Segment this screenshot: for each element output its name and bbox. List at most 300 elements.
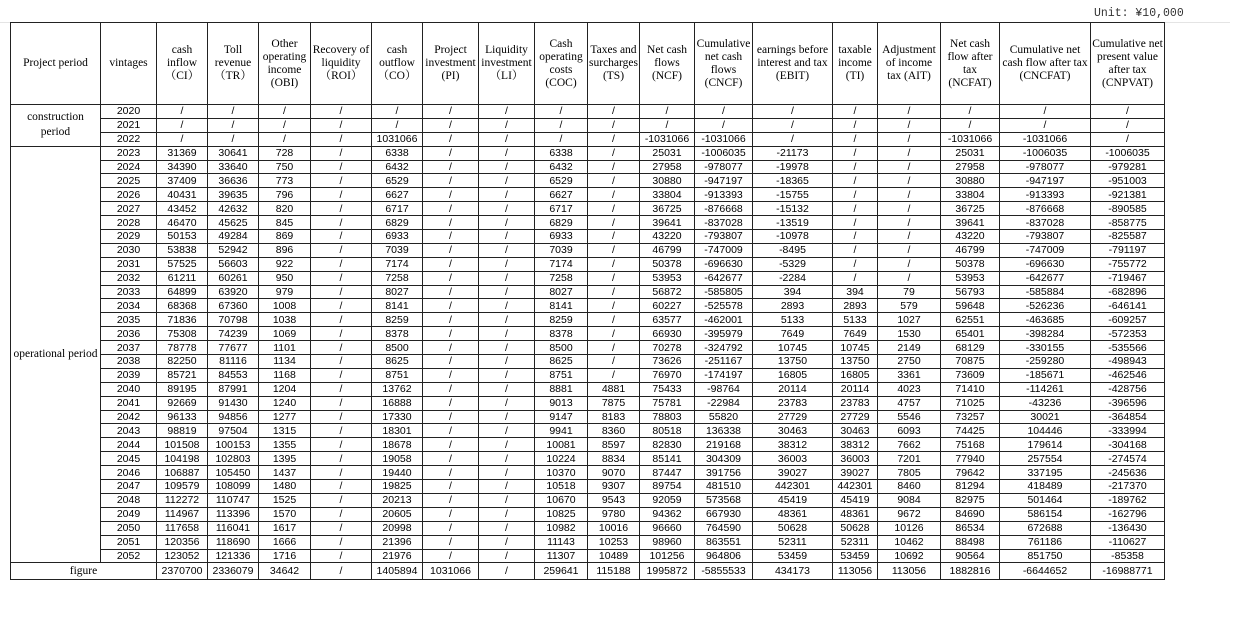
table-cell: 6338 [372,146,423,160]
table-cell: / [588,271,640,285]
table-cell: 38312 [753,438,833,452]
table-cell: / [535,105,588,119]
table-cell: / [479,521,535,535]
table-cell: 19058 [372,452,423,466]
table-cell: / [479,341,535,355]
table-cell: / [588,341,640,355]
table-cell: 8360 [588,424,640,438]
table-cell: 33640 [208,160,259,174]
table-cell: 52942 [208,243,259,257]
table-cell: 110747 [208,493,259,507]
table-cell: / [423,285,479,299]
table-cell: / [479,257,535,271]
table-cell: 73626 [640,355,695,369]
table-cell: / [878,160,941,174]
table-cell: 136338 [695,424,753,438]
table-cell: / [833,132,878,146]
table-cell: 481510 [695,480,753,494]
table-cell: -395979 [695,327,753,341]
table-row [11,341,1165,355]
table-cell: 76970 [640,368,695,382]
table-cell: 2893 [753,299,833,313]
table-cell: 56872 [640,285,695,299]
table-cell: / [311,521,372,535]
table-cell: 53838 [157,243,208,257]
table-cell: / [479,549,535,563]
table-cell: / [479,396,535,410]
table-cell: / [479,105,535,119]
table-cell: -837028 [695,216,753,230]
table-cell: 113396 [208,507,259,521]
table-body [11,105,1165,580]
table-cell: / [878,202,941,216]
table-cell: -747009 [1000,243,1091,257]
table-row [11,174,1165,188]
table-cell: -398284 [1000,327,1091,341]
table-cell: 105450 [208,466,259,480]
table-cell: / [423,493,479,507]
table-cell: 97504 [208,424,259,438]
table-cell: 84690 [941,507,1000,521]
table-cell: 73609 [941,368,1000,382]
table-cell: -333994 [1091,424,1165,438]
table-cell: 728 [259,146,311,160]
column-header: cash outflow （CO） [372,23,423,105]
table-cell: 10489 [588,549,640,563]
table-row [11,382,1165,396]
table-cell: / [878,257,941,271]
table-cell: 8378 [372,327,423,341]
table-cell: 118690 [208,535,259,549]
table-row [11,327,1165,341]
table-cell: 10518 [535,480,588,494]
table-cell: 21396 [372,535,423,549]
table-row [11,355,1165,369]
table-cell: / [311,174,372,188]
table-cell: 7174 [535,257,588,271]
table-cell: / [311,480,372,494]
table-cell: / [311,257,372,271]
table-cell: 62551 [941,313,1000,327]
table-cell: / [423,355,479,369]
table-cell: / [259,132,311,146]
table-cell: / [588,368,640,382]
table-cell: 19440 [372,466,423,480]
table-cell: 109579 [157,480,208,494]
table-cell: 820 [259,202,311,216]
table-row [11,521,1165,535]
table-cell: / [753,118,833,132]
table-cell: 579 [878,299,941,313]
table-cell: / [423,327,479,341]
table-cell: 45419 [753,493,833,507]
table-cell: 6717 [372,202,423,216]
table-cell: 63920 [208,285,259,299]
table-cell: 79642 [941,466,1000,480]
table-cell: 1395 [259,452,311,466]
table-cell: -19978 [753,160,833,174]
table-cell: 96133 [157,410,208,424]
table-cell: -2284 [753,271,833,285]
table-row [11,216,1165,230]
year-cell: 2049 [101,507,157,521]
table-cell: 67360 [208,299,259,313]
table-cell: -979281 [1091,160,1165,174]
table-cell: 7649 [833,327,878,341]
table-cell: 42632 [208,202,259,216]
year-cell: 2051 [101,535,157,549]
table-cell: 4881 [588,382,640,396]
table-cell: 6432 [372,160,423,174]
table-cell: / [208,118,259,132]
table-cell: 21976 [372,549,423,563]
table-cell: 8625 [372,355,423,369]
year-cell: 2047 [101,480,157,494]
table-cell: 70278 [640,341,695,355]
table-cell: 27958 [640,160,695,174]
table-cell: 8834 [588,452,640,466]
table-cell: / [833,230,878,244]
table-cell: / [423,271,479,285]
table-cell: -747009 [695,243,753,257]
table-cell: / [259,105,311,119]
table-row [11,493,1165,507]
table-row [11,202,1165,216]
table-cell: / [588,146,640,160]
table-cell: 30880 [640,174,695,188]
table-cell: 9672 [878,507,941,521]
table-cell: / [479,535,535,549]
table-cell: / [833,118,878,132]
table-cell: -85358 [1091,549,1165,563]
table-cell: 10825 [535,507,588,521]
table-cell: / [588,257,640,271]
table-cell: / [588,327,640,341]
table-cell: 667930 [695,507,753,521]
table-cell: / [588,313,640,327]
table-cell: 8751 [372,368,423,382]
table-cell: 82975 [941,493,1000,507]
table-cell: 9070 [588,466,640,480]
table-cell: / [479,368,535,382]
table-cell: 6432 [535,160,588,174]
table-cell: 6093 [878,424,941,438]
table-cell: 9307 [588,480,640,494]
table-cell: / [479,493,535,507]
table-cell: -15132 [753,202,833,216]
table-cell: / [423,243,479,257]
total-cell: 2336079 [208,563,259,580]
table-row [11,549,1165,563]
table-cell: 39027 [753,466,833,480]
table-cell: 10692 [878,549,941,563]
table-row [11,132,1165,146]
table-cell: / [878,146,941,160]
table-cell: -110627 [1091,535,1165,549]
table-cell: -15755 [753,188,833,202]
table-cell: 13762 [372,382,423,396]
table-cell: / [479,438,535,452]
table-cell: 6338 [535,146,588,160]
table-row [11,285,1165,299]
table-cell: 922 [259,257,311,271]
table-cell: / [1091,118,1165,132]
table-cell: 1101 [259,341,311,355]
period-label: operational period [11,146,101,563]
table-cell: -428756 [1091,382,1165,396]
table-cell: 70875 [941,355,1000,369]
table-cell: 30463 [753,424,833,438]
table-cell: 112272 [157,493,208,507]
table-cell: 53459 [833,549,878,563]
table-cell: 13750 [753,355,833,369]
table-cell: 40431 [157,188,208,202]
table-cell: / [833,188,878,202]
column-header: earnings before interest and tax (EBIT) [753,23,833,105]
table-cell: -1031066 [1000,132,1091,146]
table-cell: / [878,132,941,146]
table-cell: 9543 [588,493,640,507]
year-cell: 2023 [101,146,157,160]
table-cell: 106887 [157,466,208,480]
table-cell: / [1000,105,1091,119]
table-cell: / [479,216,535,230]
table-cell: / [311,368,372,382]
table-cell: 8141 [372,299,423,313]
table-cell: 11307 [535,549,588,563]
table-cell: -330155 [1000,341,1091,355]
table-cell: / [423,299,479,313]
table-cell: / [311,313,372,327]
table-cell: 100153 [208,438,259,452]
total-cell: 434173 [753,563,833,580]
table-cell: / [695,118,753,132]
table-cell: 71025 [941,396,1000,410]
table-cell: 48361 [753,507,833,521]
table-cell: / [695,105,753,119]
table-cell: -1031066 [640,132,695,146]
table-cell: -8495 [753,243,833,257]
table-cell: -10978 [753,230,833,244]
table-cell: 39641 [941,216,1000,230]
table-cell: 25031 [640,146,695,160]
table-cell: 7258 [535,271,588,285]
table-cell: 863551 [695,535,753,549]
table-cell: 77677 [208,341,259,355]
table-cell: -951003 [1091,174,1165,188]
table-cell: 53953 [941,271,1000,285]
table-cell: 7875 [588,396,640,410]
table-cell: 442301 [753,480,833,494]
table-cell: / [833,160,878,174]
table-cell: 53953 [640,271,695,285]
table-cell: 81116 [208,355,259,369]
table-cell: 8881 [535,382,588,396]
column-header: Cumulative net present value after tax (CNPVAT) [1091,23,1165,105]
column-header: Liquidity investment （LI） [479,23,535,105]
table-cell: 108099 [208,480,259,494]
table-cell: 6717 [535,202,588,216]
total-cell: 34642 [259,563,311,580]
table-cell: 89195 [157,382,208,396]
table-cell: -921381 [1091,188,1165,202]
table-cell: 2750 [878,355,941,369]
table-cell: / [423,521,479,535]
year-cell: 2039 [101,368,157,382]
table-cell: 672688 [1000,521,1091,535]
table-row [11,105,1165,119]
table-cell: 10224 [535,452,588,466]
table-cell: 71836 [157,313,208,327]
table-cell: 1355 [259,438,311,452]
table-cell: / [423,257,479,271]
table-cell: / [878,188,941,202]
table-cell: 7662 [878,438,941,452]
table-cell: / [311,146,372,160]
year-cell: 2043 [101,424,157,438]
column-header: Project period [11,23,101,105]
table-cell: 1437 [259,466,311,480]
table-row [11,160,1165,174]
table-cell: 9780 [588,507,640,521]
table-cell: -462546 [1091,368,1165,382]
year-cell: 2050 [101,521,157,535]
total-cell: -5855533 [695,563,753,580]
table-cell: -755772 [1091,257,1165,271]
table-cell: 4757 [878,396,941,410]
table-cell: 19825 [372,480,423,494]
table-cell: -185671 [1000,368,1091,382]
table-cell: 7258 [372,271,423,285]
table-cell: 45625 [208,216,259,230]
table-cell: 23783 [753,396,833,410]
table-cell: 85721 [157,368,208,382]
year-cell: 2020 [101,105,157,119]
table-cell: -696630 [695,257,753,271]
table-cell: 75433 [640,382,695,396]
table-cell: / [1091,132,1165,146]
table-cell: 8259 [372,313,423,327]
table-cell: 9084 [878,493,941,507]
year-cell: 2036 [101,327,157,341]
table-cell: -876668 [695,202,753,216]
table-cell: 219168 [695,438,753,452]
table-cell: 87447 [640,466,695,480]
table-cell: 33804 [640,188,695,202]
column-header: Net cash flow after tax (NCFAT) [941,23,1000,105]
table-cell: / [423,341,479,355]
table-cell: 796 [259,188,311,202]
table-cell: 36725 [640,202,695,216]
table-cell: 39027 [833,466,878,480]
table-cell: 7201 [878,452,941,466]
table-cell: / [311,466,372,480]
table-cell: 78803 [640,410,695,424]
table-cell: 87991 [208,382,259,396]
table-cell: 20114 [753,382,833,396]
table-cell: 27958 [941,160,1000,174]
table-cell: 391756 [695,466,753,480]
table-cell: 1168 [259,368,311,382]
table-cell: 5133 [753,313,833,327]
table-cell: / [941,105,1000,119]
table-cell: 64899 [157,285,208,299]
table-cell: 10670 [535,493,588,507]
table-cell: 394 [753,285,833,299]
table-cell: / [157,132,208,146]
table-cell: / [423,146,479,160]
table-cell: 77940 [941,452,1000,466]
column-header: Other operating income (OBI) [259,23,311,105]
table-cell: / [423,160,479,174]
table-cell: -1031066 [695,132,753,146]
total-cell: 113056 [878,563,941,580]
table-cell: 56603 [208,257,259,271]
table-cell: / [479,355,535,369]
table-cell: / [941,118,1000,132]
table-cell: / [311,216,372,230]
table-cell: -642677 [695,271,753,285]
table-cell: 79 [878,285,941,299]
table-cell: / [372,118,423,132]
table-cell: 8500 [372,341,423,355]
table-cell: / [208,132,259,146]
table-cell: / [311,438,372,452]
table-cell: / [311,396,372,410]
table-row [11,438,1165,452]
table-cell: 418489 [1000,480,1091,494]
table-cell: / [588,118,640,132]
column-header: Adjustment of income tax (AIT) [878,23,941,105]
table-cell: / [423,507,479,521]
column-header: Toll revenue （TR） [208,23,259,105]
cash-flow-table [10,22,1165,580]
table-cell: 8460 [878,480,941,494]
table-cell: / [479,382,535,396]
table-cell: / [479,424,535,438]
total-cell: 1405894 [372,563,423,580]
table-cell: 7174 [372,257,423,271]
table-row [11,257,1165,271]
column-header: Cumulative net cash flow after tax (CNCFAT) [1000,23,1091,105]
table-cell: 20605 [372,507,423,521]
table-cell: 60227 [640,299,695,313]
table-cell: -463685 [1000,313,1091,327]
year-cell: 2026 [101,188,157,202]
table-cell: 8027 [372,285,423,299]
table-cell: 68129 [941,341,1000,355]
table-cell: -1006035 [1091,146,1165,160]
table-cell: -642677 [1000,271,1091,285]
column-header: vintages [101,23,157,105]
table-cell: 2893 [833,299,878,313]
column-header: Taxes and surcharges (TS) [588,23,640,105]
table-cell: 50378 [640,257,695,271]
table-row [11,424,1165,438]
table-cell: / [479,452,535,466]
table-cell: 20114 [833,382,878,396]
table-cell: 31369 [157,146,208,160]
table-cell: -1006035 [1000,146,1091,160]
year-cell: 2031 [101,257,157,271]
table-cell: / [311,341,372,355]
table-cell: / [588,299,640,313]
table-cell: 8625 [535,355,588,369]
table-cell: / [878,105,941,119]
table-cell: 8183 [588,410,640,424]
table-cell: 16805 [833,368,878,382]
table-cell: / [311,202,372,216]
